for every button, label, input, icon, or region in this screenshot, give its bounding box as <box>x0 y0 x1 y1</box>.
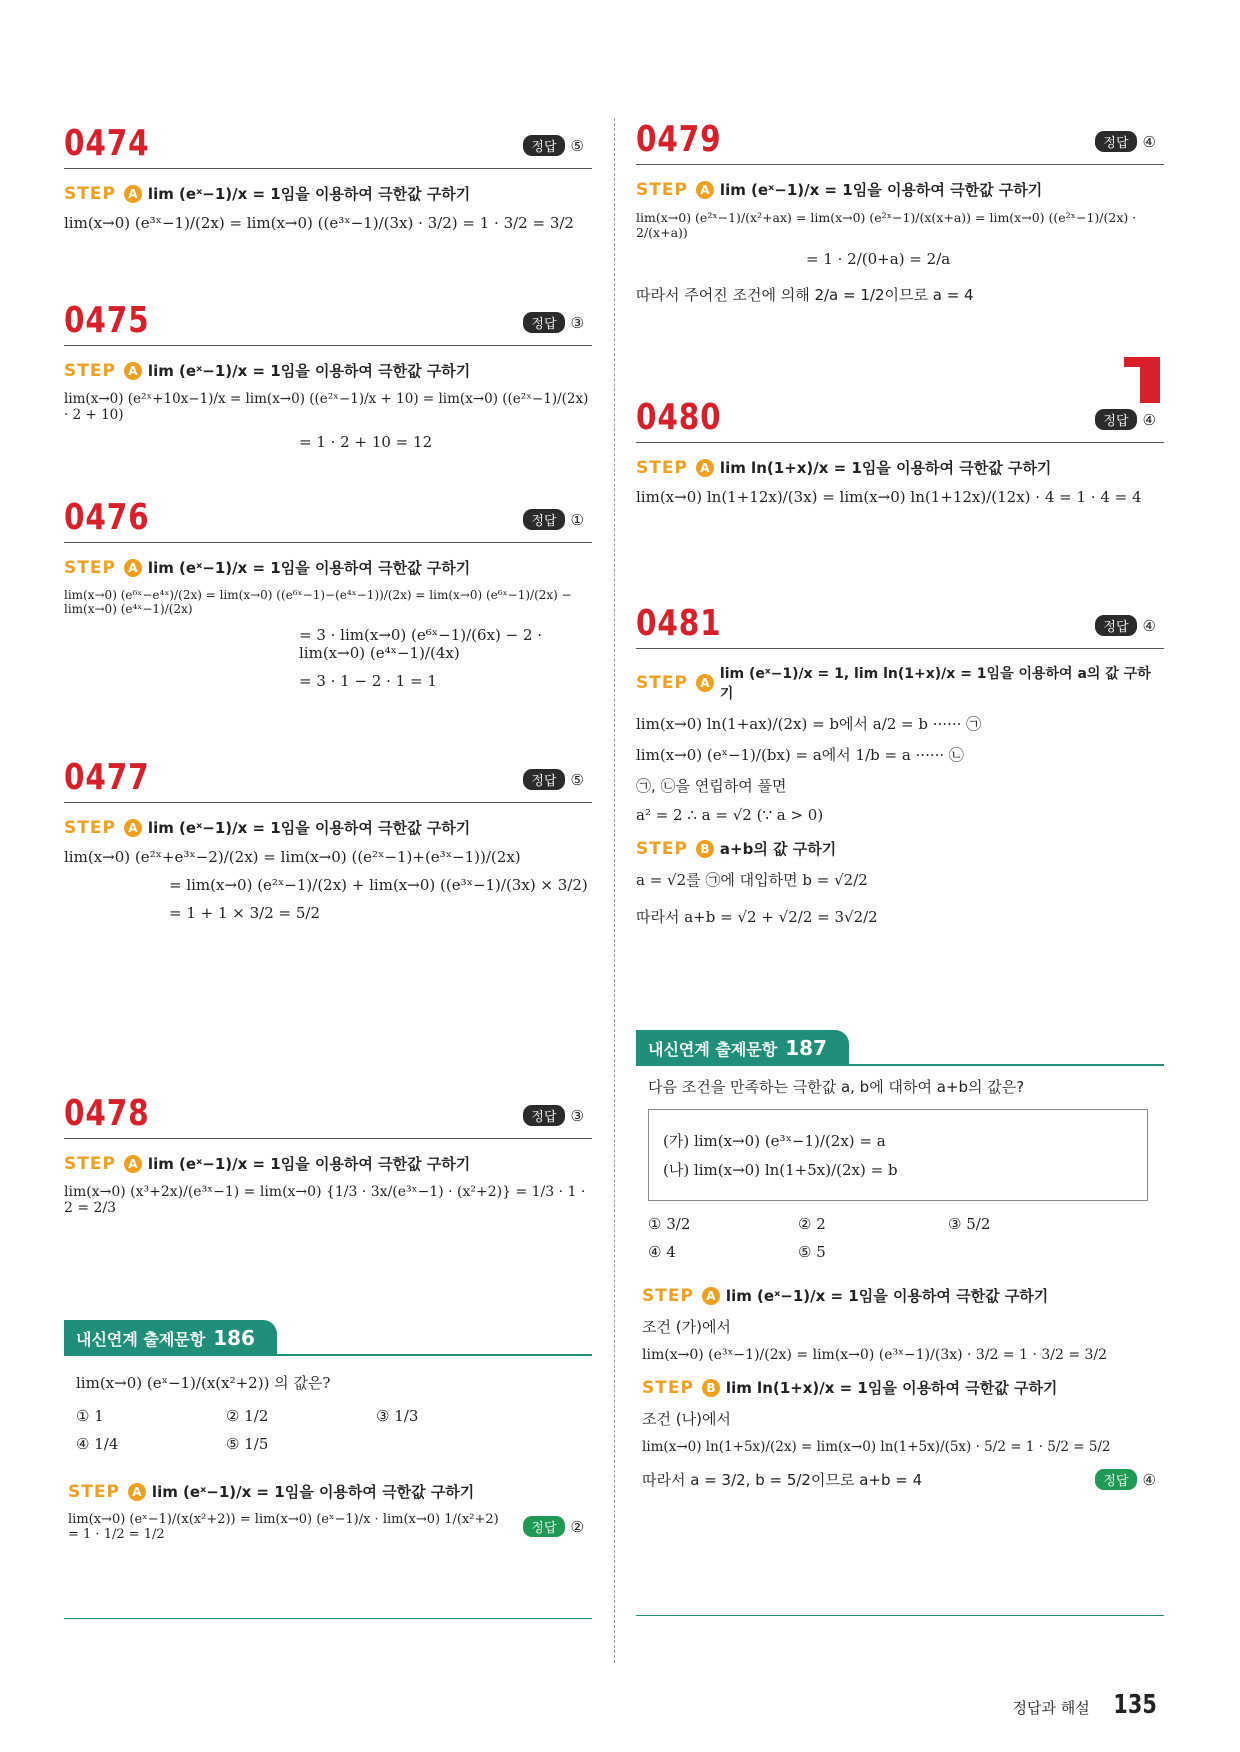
problem-number: 0475 <box>64 300 150 341</box>
solution-line: lim(x→0) ln(1+ax)/(2x) = b에서 a/2 = b ······ ㉠ <box>636 715 982 733</box>
answer-indicator <box>1095 409 1156 430</box>
answer-indicator <box>1095 1469 1156 1490</box>
answer-value: ③ <box>570 313 584 332</box>
solution-line: lim(x→0) (e³ˣ−1)/(2x) = lim(x→0) ((e³ˣ−1)/(3x) · 3/2) = 1 · 3/2 = 3/2 <box>64 214 574 232</box>
page-number: 135 <box>1113 1690 1157 1720</box>
answer-badge: 정답 <box>1095 615 1136 636</box>
problem-header <box>636 598 1164 649</box>
answer-badge: 정답 <box>523 312 564 333</box>
solution-line: a = √2를 ㉠에 대입하면 b = √2/2 <box>636 871 868 889</box>
condition-b: (나) lim(x→0) ln(1+5x)/(2x) = b <box>663 1161 898 1179</box>
step-b <box>636 838 1164 859</box>
condition-box <box>648 1109 1148 1201</box>
answer-value: ④ <box>1142 616 1156 635</box>
page-footer <box>1013 1690 1163 1720</box>
problem-number: 0476 <box>64 497 150 538</box>
solution-conclusion: 따라서 주어진 조건에 의해 2/a = 1/2이므로 a = 4 <box>636 286 974 304</box>
answer-badge: 정답 <box>523 509 564 530</box>
step-tag: STEP <box>64 360 116 381</box>
solution-line: = lim(x→0) (e²ˣ−1)/(2x) + lim(x→0) ((e³ˣ−1)/(3x) × 3/2) <box>169 876 588 894</box>
choice-3: ③ 1/3 <box>376 1407 419 1425</box>
solution-line: ㉠, ㉡을 연립하여 풀면 <box>636 777 787 795</box>
step-tag: STEP <box>64 1153 116 1174</box>
choice-list <box>636 1215 1164 1261</box>
answer-value: ④ <box>1142 410 1156 429</box>
answer-indicator <box>523 312 584 333</box>
footer-label: 정답과 해설 <box>1012 1699 1090 1717</box>
solution-line: = 1 + 1 × 3/2 = 5/2 <box>169 904 321 922</box>
problem-header <box>64 492 592 543</box>
problem-number: 0479 <box>636 119 722 160</box>
choice-5: ⑤ 5 <box>798 1243 826 1261</box>
answer-indicator <box>523 135 584 156</box>
problem-number: 0474 <box>64 123 150 164</box>
step-title: a+b의 값 구하기 <box>719 840 837 858</box>
step-letter: A <box>124 362 142 380</box>
step-title: lim (eˣ−1)/x = 1임을 이용하여 극한값 구하기 <box>147 819 471 837</box>
step-a <box>64 557 592 578</box>
choice-2: ② 1/2 <box>226 1407 269 1425</box>
answer-indicator <box>523 769 584 790</box>
problem-0474 <box>64 118 592 232</box>
step-letter: A <box>124 185 142 203</box>
exam-bottom-rule <box>636 1615 1164 1616</box>
problem-0481 <box>636 598 1164 927</box>
exam-tab <box>64 1320 277 1356</box>
exam-tab-label: 내신연계 출제문항 <box>76 1330 206 1349</box>
step-tag: STEP <box>636 838 688 859</box>
step-letter: A <box>696 181 714 199</box>
choice-1: ① 1 <box>76 1407 104 1425</box>
step-letter: A <box>124 1155 142 1173</box>
answer-value: ① <box>570 510 584 529</box>
answer-value: ⑤ <box>570 136 584 155</box>
answer-value: ④ <box>1142 1470 1156 1489</box>
step-letter: A <box>696 674 714 692</box>
answer-value: ② <box>570 1517 584 1536</box>
solution-line: = 1 · 2/(0+a) = 2/a <box>806 250 951 268</box>
column-divider <box>614 118 615 1663</box>
answer-indicator <box>523 1105 584 1126</box>
solution-line: lim(x→0) (e²ˣ+e³ˣ−2)/(2x) = lim(x→0) ((e²ˣ−1)+(e³ˣ−1))/(2x) <box>64 848 521 866</box>
problem-number: 0478 <box>64 1093 150 1134</box>
answer-badge: 정답 <box>1095 409 1136 430</box>
answer-indicator <box>523 1516 584 1537</box>
step-a <box>636 457 1164 478</box>
exam-186 <box>64 1318 592 1542</box>
step-title: lim ln(1+x)/x = 1임을 이용하여 극한값 구하기 <box>725 1379 1058 1397</box>
step-title: lim (eˣ−1)/x = 1임을 이용하여 극한값 구하기 <box>147 185 471 203</box>
answer-badge: 정답 <box>523 1105 564 1126</box>
exam-number: 186 <box>213 1326 255 1350</box>
answer-value: ③ <box>570 1106 584 1125</box>
choice-2: ② 2 <box>798 1215 826 1233</box>
step-b <box>636 1377 1164 1398</box>
step-letter: A <box>696 459 714 477</box>
step-title: lim (eˣ−1)/x = 1임을 이용하여 극한값 구하기 <box>725 1287 1049 1305</box>
exam-header <box>64 1318 592 1356</box>
solution-line: lim(x→0) (e⁶ˣ−e⁴ˣ)/(2x) = lim(x→0) ((e⁶ˣ−1)−(e⁴ˣ−1))/(2x) = lim(x→0) (e⁶ˣ−1)/(2x) − lim(x→0) (e⁴ˣ−1)/(2x) <box>64 588 572 616</box>
step-letter: A <box>124 819 142 837</box>
exam-question: lim(x→0) (eˣ−1)/(x(x²+2)) 의 값은? <box>76 1374 331 1392</box>
step-title: lim (eˣ−1)/x = 1임을 이용하여 극한값 구하기 <box>147 559 471 577</box>
condition-ref: 조건 (나)에서 <box>642 1410 731 1428</box>
step-letter: A <box>128 1483 146 1501</box>
answer-badge: 정답 <box>523 135 564 156</box>
step-a <box>636 179 1164 200</box>
exam-187 <box>636 1028 1164 1490</box>
choice-3: ③ 5/2 <box>948 1215 991 1233</box>
problem-header <box>64 295 592 346</box>
choice-5: ⑤ 1/5 <box>226 1435 269 1453</box>
solution-line: lim(x→0) (x³+2x)/(e³ˣ−1) = lim(x→0) {1/3 · 3x/(e³ˣ−1) · (x²+2)} = 1/3 · 1 · 2 = 2/3 <box>64 1184 586 1216</box>
solution-conclusion: 따라서 a = 3/2, b = 5/2이므로 a+b = 4 <box>642 1471 923 1489</box>
solution-line: lim(x→0) (e²ˣ−1)/(x²+ax) = lim(x→0) (e²ˣ−1)/(x(x+a)) = lim(x→0) ((e²ˣ−1)/(2x) · 2/(x+a)) <box>636 210 1137 240</box>
step-a <box>64 360 592 381</box>
problem-header <box>64 118 592 169</box>
solution-line: = 3 · 1 − 2 · 1 = 1 <box>299 672 437 690</box>
exam-header <box>636 1028 1164 1066</box>
solution-line: lim(x→0) ln(1+5x)/(2x) = lim(x→0) ln(1+5x)/(5x) · 5/2 = 1 · 5/2 = 5/2 <box>642 1439 1111 1455</box>
answer-indicator <box>1095 131 1156 152</box>
answer-value: ⑤ <box>570 770 584 789</box>
step-letter: A <box>124 559 142 577</box>
step-tag: STEP <box>636 179 688 200</box>
choice-4: ④ 4 <box>648 1243 676 1261</box>
answer-badge: 정답 <box>1095 1469 1136 1490</box>
step-tag: STEP <box>636 673 688 693</box>
step-title: lim ln(1+x)/x = 1임을 이용하여 극한값 구하기 <box>719 459 1052 477</box>
problem-header <box>64 1088 592 1139</box>
solution-line: lim(x→0) (eˣ−1)/(bx) = a에서 1/b = a ······ ㉡ <box>636 746 964 764</box>
answer-indicator <box>1095 615 1156 636</box>
problem-0475 <box>64 295 592 451</box>
choice-4: ④ 1/4 <box>76 1435 119 1453</box>
step-tag: STEP <box>64 183 116 204</box>
solution-line: 따라서 a+b = √2 + √2/2 = 3√2/2 <box>636 908 878 926</box>
problem-0476 <box>64 492 592 690</box>
problem-0477 <box>64 752 592 922</box>
exam-number: 187 <box>785 1036 827 1060</box>
step-letter: B <box>702 1379 720 1397</box>
answer-badge: 정답 <box>523 1516 564 1537</box>
answer-badge: 정답 <box>523 769 564 790</box>
step-title: lim (eˣ−1)/x = 1, lim ln(1+x)/x = 1임을 이용하여 a의 값 구하기 <box>719 666 1151 702</box>
condition-a: (가) lim(x→0) (e³ˣ−1)/(2x) = a <box>663 1132 886 1150</box>
step-a <box>64 1153 592 1174</box>
step-a <box>64 183 592 204</box>
step-letter: A <box>702 1287 720 1305</box>
step-title: lim (eˣ−1)/x = 1임을 이용하여 극한값 구하기 <box>719 181 1043 199</box>
step-a <box>64 817 592 838</box>
problem-0478 <box>64 1088 592 1216</box>
exam-final <box>636 1469 1164 1490</box>
step-tag: STEP <box>636 457 688 478</box>
problem-number: 0481 <box>636 603 722 644</box>
step-a <box>636 663 1164 703</box>
step-title: lim (eˣ−1)/x = 1임을 이용하여 극한값 구하기 <box>147 362 471 380</box>
problem-number: 0477 <box>64 757 150 798</box>
step-tag: STEP <box>64 557 116 578</box>
solution-line: a² = 2 ∴ a = √2 (∵ a > 0) <box>636 806 824 824</box>
solution-line: = 1 · 2 + 10 = 12 <box>299 433 433 451</box>
step-tag: STEP <box>64 817 116 838</box>
problem-number: 0480 <box>636 397 722 438</box>
step-tag: STEP <box>642 1377 694 1398</box>
solution-line: lim(x→0) ln(1+12x)/(3x) = lim(x→0) ln(1+12x)/(12x) · 4 = 1 · 4 = 4 <box>636 488 1142 506</box>
step-title: lim (eˣ−1)/x = 1임을 이용하여 극한값 구하기 <box>147 1155 471 1173</box>
problem-0479 <box>636 114 1164 305</box>
exam-solution <box>64 1512 592 1542</box>
condition-ref: 조건 (가)에서 <box>642 1318 731 1336</box>
step-a <box>64 1481 592 1502</box>
solution-line: lim(x→0) (e³ˣ−1)/(2x) = lim(x→0) (e³ˣ−1)/(3x) · 3/2 = 1 · 3/2 = 3/2 <box>642 1347 1108 1363</box>
answer-indicator <box>523 509 584 530</box>
answer-value: ④ <box>1142 132 1156 151</box>
exam-question: 다음 조건을 만족하는 극한값 a, b에 대하여 a+b의 값은? <box>648 1078 1025 1096</box>
choice-list <box>64 1407 592 1453</box>
exam-tab-label: 내신연계 출제문항 <box>648 1040 778 1059</box>
problem-header <box>636 114 1164 165</box>
answer-badge: 정답 <box>1095 131 1136 152</box>
step-title: lim (eˣ−1)/x = 1임을 이용하여 극한값 구하기 <box>151 1483 475 1501</box>
step-a <box>636 1285 1164 1306</box>
step-tag: STEP <box>642 1285 694 1306</box>
solution-line: = 3 · lim(x→0) (e⁶ˣ−1)/(6x) − 2 · lim(x→0) (e⁴ˣ−1)/(4x) <box>299 626 543 662</box>
exam-bottom-rule <box>64 1618 592 1619</box>
solution-line: lim(x→0) (e²ˣ+10x−1)/x = lim(x→0) ((e²ˣ−1)/x + 10) = lim(x→0) ((e²ˣ−1)/(2x) · 2 + 10) <box>64 391 589 423</box>
problem-0480 <box>636 392 1164 506</box>
step-letter: B <box>696 840 714 858</box>
exam-tab <box>636 1030 849 1066</box>
problem-header <box>636 392 1164 443</box>
problem-header <box>64 752 592 803</box>
step-tag: STEP <box>68 1481 120 1502</box>
choice-1: ① 3/2 <box>648 1215 691 1233</box>
solution-line: lim(x→0) (eˣ−1)/(x(x²+2)) = lim(x→0) (eˣ−1)/x · lim(x→0) 1/(x²+2) = 1 · 1/2 = 1/2 <box>68 1512 499 1542</box>
